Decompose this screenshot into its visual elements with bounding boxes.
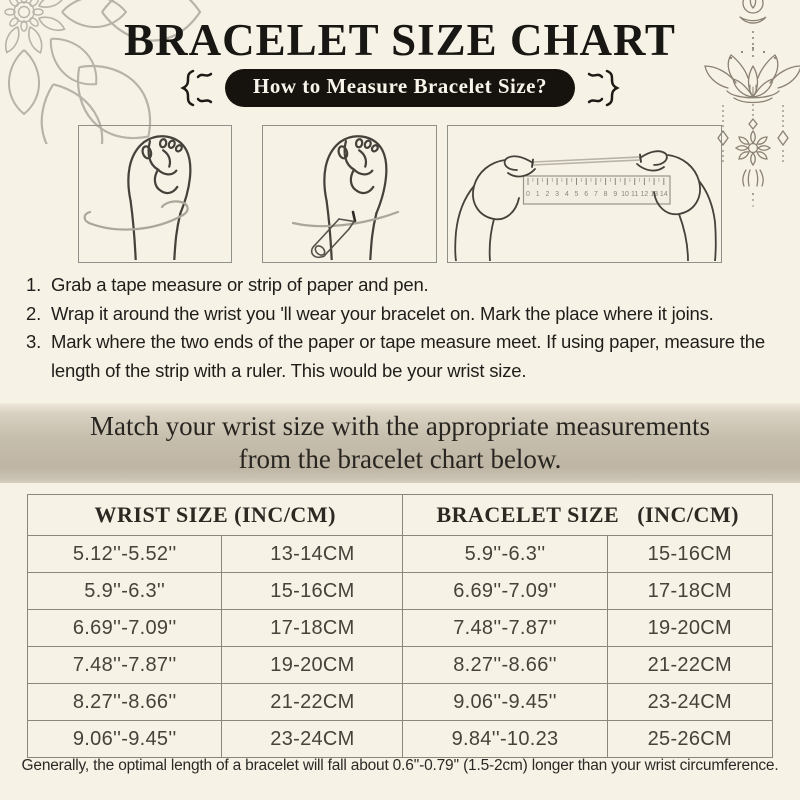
step-number: 2.: [26, 302, 42, 324]
ruler-number: 0: [526, 191, 530, 198]
wrist-cm-cell: 13-14CM: [222, 536, 403, 573]
ruler-number: 6: [584, 191, 589, 198]
table-row: [28, 610, 773, 647]
ruler-number: 8: [603, 191, 608, 198]
bracelet-inch-cell: 9.06''-9.45'': [403, 684, 607, 721]
wrist-cm-cell: 23-24CM: [222, 721, 403, 758]
wrist-inch-cell: 6.69''-7.09'': [28, 610, 222, 647]
table-row: [28, 721, 773, 758]
step-item-2: [26, 300, 786, 329]
table-row: [28, 573, 773, 610]
ruler-number: 2: [545, 191, 550, 198]
bracelet-inch-cell: 7.48''-7.87'': [403, 610, 607, 647]
size-table: [27, 494, 773, 758]
footer-note: Generally, the optimal length of a bracelet will fall about 0.6''-0.79'' (1.5-2cm) longer than your wrist circumference.: [21, 757, 779, 774]
table-row: [28, 536, 773, 573]
bracelet-cm-cell: 21-22CM: [607, 647, 772, 684]
illustration-wrap-tape: [78, 125, 232, 263]
bracelet-size-header: BRACELET SIZE (INC/CM): [403, 495, 773, 536]
step-text: Wrap it around the wrist you 'll wear your bracelet on. Mark the place where it joins.: [51, 302, 714, 324]
table-row: [28, 684, 773, 721]
wrist-inch-cell: 8.27''-8.66'': [28, 684, 222, 721]
wrist-inch-cell: 5.12''-5.52'': [28, 536, 222, 573]
ruler-number: 11: [631, 191, 639, 198]
wrist-inch-cell: 5.9''-6.3'': [28, 573, 222, 610]
how-to-measure-badge: How to Measure Bracelet Size?: [225, 69, 575, 107]
ruler-number: 14: [659, 191, 668, 198]
ruler-number: 13: [650, 191, 658, 198]
step-text: Grab a tape measure or strip of paper and pen.: [51, 274, 429, 295]
match-size-banner: [0, 403, 800, 483]
how-to-measure-badge-row: [0, 68, 800, 108]
hands-ruler-icon: [448, 126, 720, 261]
banner-line-1: Match your wrist size with the appropriate measurements: [89, 411, 711, 441]
ruler-number: 9: [613, 191, 618, 198]
step-number: 1.: [26, 274, 42, 295]
hand-marking-pen-icon: [263, 126, 435, 261]
ruler-number: 7: [593, 191, 598, 198]
ruler-number: 10: [621, 191, 629, 198]
wrist-cm-cell: 17-18CM: [222, 610, 403, 647]
bracelet-cm-cell: 15-16CM: [607, 536, 772, 573]
wrist-size-header: WRIST SIZE (INC/CM): [28, 495, 403, 536]
flourish-right-icon: [584, 67, 622, 109]
illustration-mark-wrist: [262, 125, 437, 263]
bracelet-inch-cell: 9.84''-10.23: [403, 721, 607, 758]
step-text: Mark where the two ends of the paper or tape measure meet. If using paper, measure the length of the strip with a ruler. This would be your wrist size.: [51, 331, 765, 381]
ruler-number: 1: [535, 191, 540, 198]
bracelet-cm-cell: 23-24CM: [607, 684, 772, 721]
bracelet-inch-cell: 6.69''-7.09'': [403, 573, 607, 610]
bracelet-cm-cell: 19-20CM: [607, 610, 772, 647]
ruler-number: 5: [574, 191, 579, 198]
instructions-list: [26, 271, 786, 385]
step-item-3: [26, 328, 786, 385]
table-header-row: [28, 495, 773, 536]
ruler-number: 4: [564, 191, 569, 198]
step-item-1: [26, 271, 786, 300]
banner-line-2: from the bracelet chart below.: [238, 444, 562, 474]
wrist-cm-cell: 21-22CM: [222, 684, 403, 721]
wrist-inch-cell: 7.48''-7.87'': [28, 647, 222, 684]
ruler-number: 12: [640, 191, 649, 198]
hand-wrapping-tape-icon: [79, 126, 230, 261]
wrist-cm-cell: 15-16CM: [222, 573, 403, 610]
table-row: [28, 647, 773, 684]
bracelet-inch-cell: 8.27''-8.66'': [403, 647, 607, 684]
bracelet-cm-cell: 25-26CM: [607, 721, 772, 758]
wrist-inch-cell: 9.06''-9.45'': [28, 721, 222, 758]
bracelet-cm-cell: 17-18CM: [607, 573, 772, 610]
illustration-measure-ruler: [447, 125, 722, 263]
page-title: BRACELET SIZE CHART: [124, 15, 676, 65]
ruler-number: 3: [555, 191, 560, 198]
wrist-cm-cell: 19-20CM: [222, 647, 403, 684]
flourish-left-icon: [178, 67, 216, 109]
step-number: 3.: [26, 331, 42, 352]
bracelet-inch-cell: 5.9''-6.3'': [403, 536, 607, 573]
